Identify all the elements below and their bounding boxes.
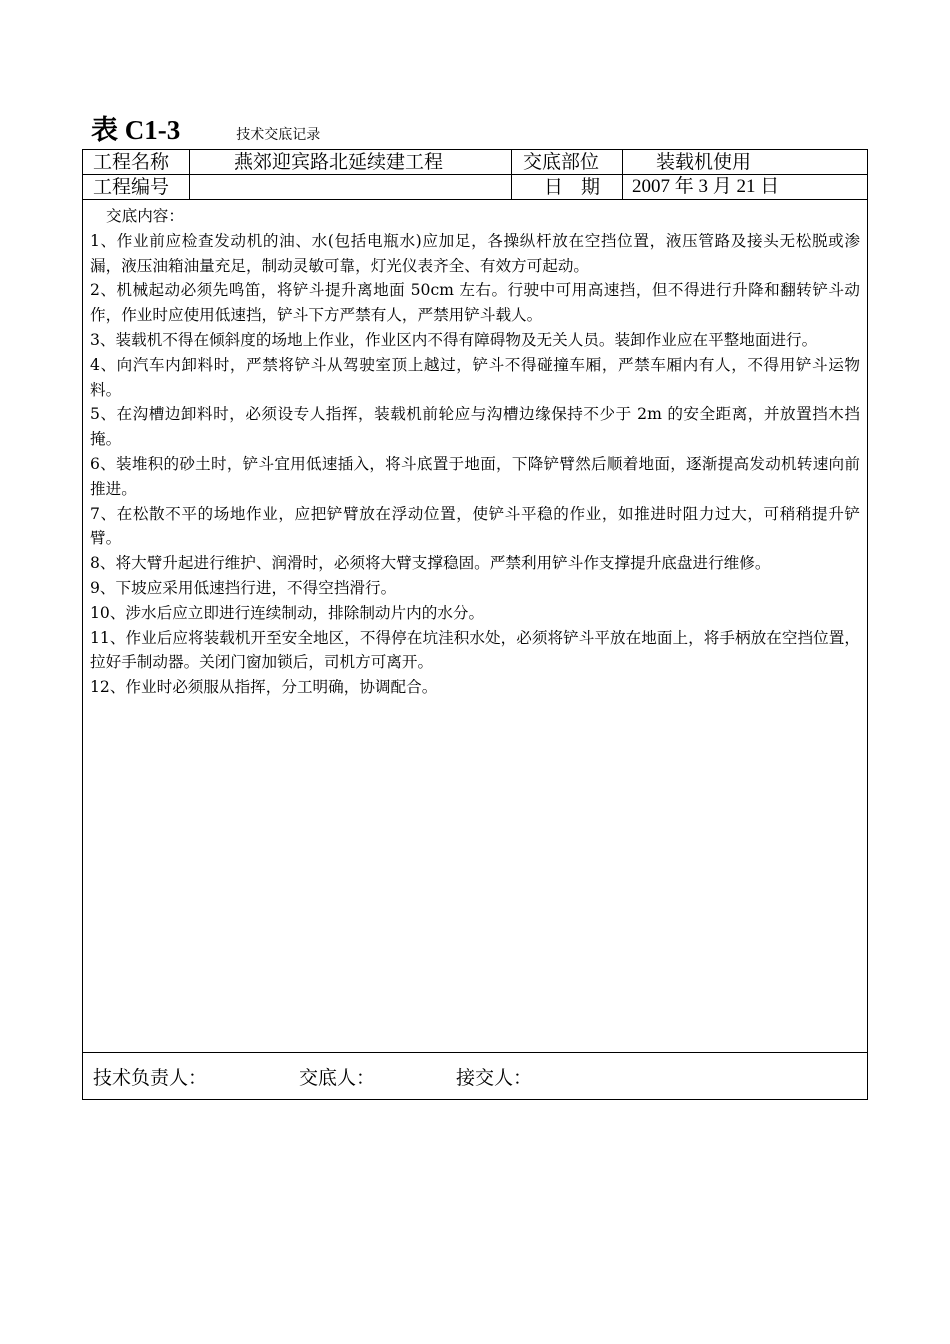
receiver-label: 接交人：	[456, 1066, 533, 1089]
content-heading: 交底内容：	[106, 207, 184, 225]
content-item-1: 1、作业前应检查发动机的油、水(包括电瓶水)应加足，各操纵杆放在空挡位置，液压管路及接头无松脱或渗漏，液压油箱油量充足，制动灵敏可靠，灯光仪表齐全、有效方可起动。	[90, 231, 860, 275]
content-item-12: 12、作业时必须服从指挥，分工明确，协调配合。	[90, 678, 438, 697]
content-item-4: 4、向汽车内卸料时，严禁将铲斗从驾驶室顶上越过，铲斗不得碰撞车厢，严禁车厢内有人，不得用铲斗运物料。	[90, 355, 860, 399]
info-row-project	[83, 150, 868, 175]
disclosure-content	[83, 200, 868, 1053]
signature-cell	[83, 1053, 868, 1100]
project-name-label: 工程名称	[83, 150, 190, 175]
part-value: 装载机使用	[623, 150, 868, 175]
project-no-label: 工程编号	[83, 175, 190, 200]
project-name-value: 燕郊迎宾路北延续建工程	[190, 150, 512, 175]
date-value: 2007 年 3 月 21 日	[623, 175, 868, 200]
info-row-number	[83, 175, 868, 200]
content-item-6: 6、装堆积的砂土时，铲斗宜用低速插入，将斗底置于地面，下降铲臂然后顺着地面，逐渐提高发动机转速向前推进。	[90, 454, 860, 498]
content-item-9: 9、下坡应采用低速挡行进，不得空挡滑行。	[90, 578, 397, 597]
project-no-value	[190, 175, 512, 200]
content-item-10: 10、涉水后应立即进行连续制动，排除制动片内的水分。	[90, 603, 485, 622]
discloser-label: 交底人：	[299, 1066, 376, 1089]
form-code: 表 C1-3	[91, 115, 181, 145]
content-item-8: 8、将大臂升起进行维护、润滑时，必须将大臂支撑稳固。严禁利用铲斗作支撑提升底盘进行维修。	[90, 554, 771, 573]
tech-lead-label: 技术负责人：	[93, 1066, 208, 1089]
signature-row	[83, 1053, 868, 1100]
date-label-part-2: 期	[581, 176, 601, 198]
form-title: 技术交底记录	[236, 127, 321, 143]
part-label: 交底部位	[512, 150, 623, 175]
content-item-11: 11、作业后应将装载机开至安全地区，不得停在坑洼积水处，必须将铲斗平放在地面上，将手柄放在空挡位置，拉好手制动器。关闭门窗加锁后，司机方可离开。	[90, 628, 860, 672]
date-label	[512, 175, 623, 200]
record-table	[82, 149, 868, 1100]
content-item-5: 5、在沟槽边卸料时，必须设专人指挥，装载机前轮应与沟槽边缘保持不少于 2m 的安全距离，并放置挡木挡掩。	[90, 405, 860, 449]
date-label-part-1: 日	[544, 176, 564, 198]
content-row	[83, 200, 868, 1053]
content-item-2: 2、机械起动必须先鸣笛，将铲斗提升离地面 50cm 左右。行驶中可用高速挡，但不得进行升降和翻转铲斗动作，作业时应使用低速挡，铲斗下方严禁有人，严禁用铲斗载人。	[90, 281, 860, 325]
content-item-7: 7、在松散不平的场地作业，应把铲臂放在浮动位置，使铲斗平稳的作业，如推进时阻力过大，可稍稍提升铲臂。	[90, 504, 860, 548]
form-header	[91, 108, 320, 144]
content-item-3: 3、装载机不得在倾斜度的场地上作业，作业区内不得有障碍物及无关人员。装卸作业应在平整地面进行。	[90, 330, 818, 349]
